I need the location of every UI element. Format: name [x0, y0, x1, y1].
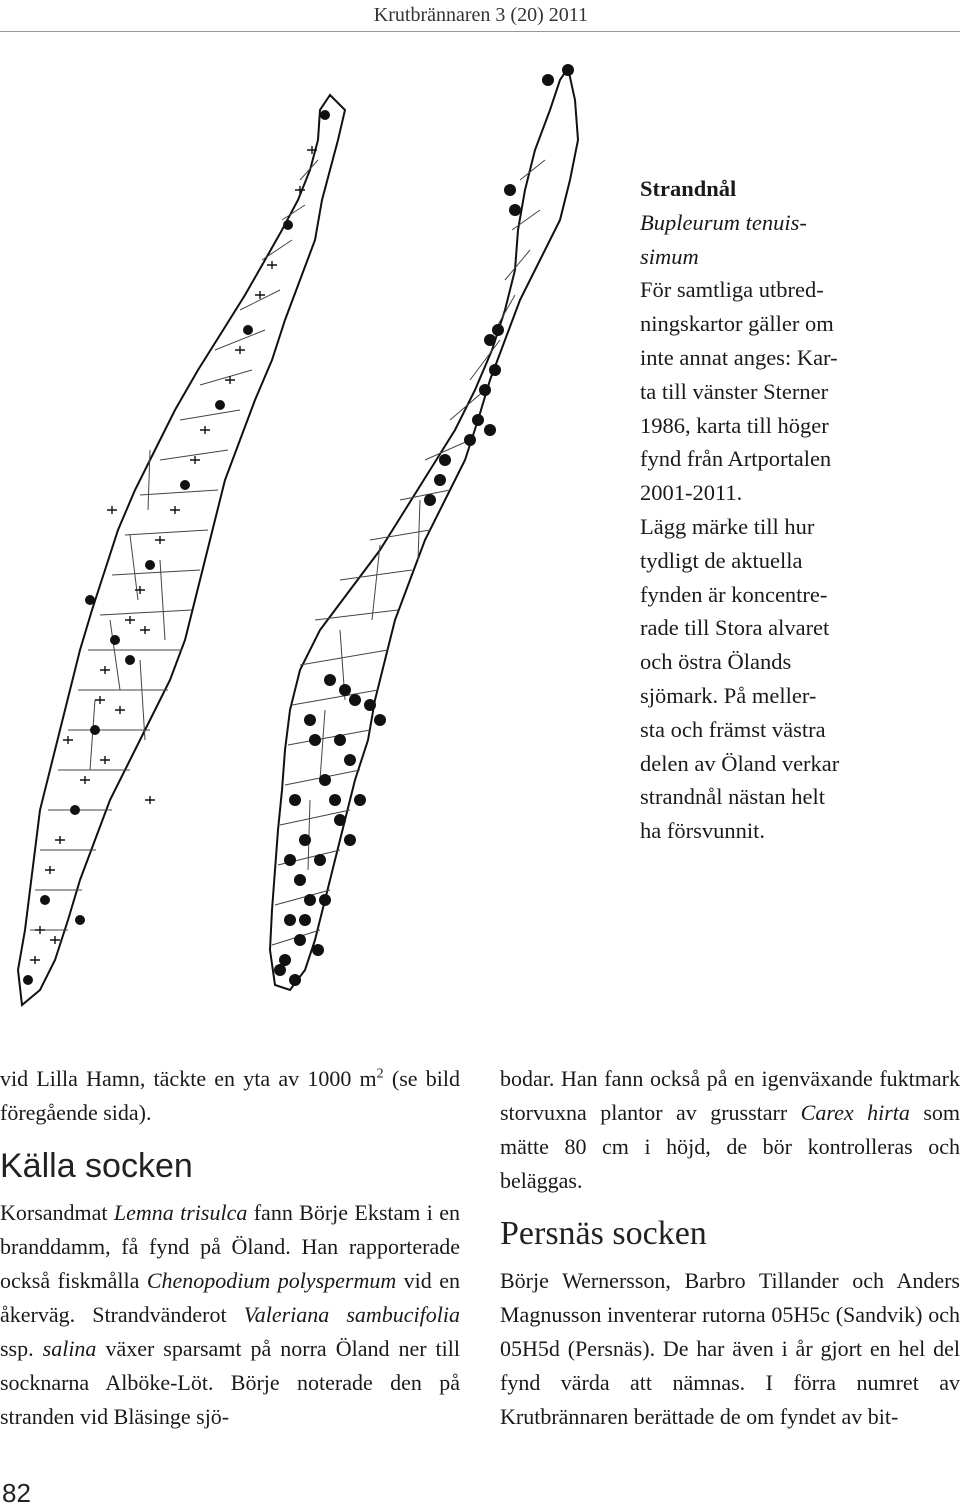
text: ssp. [0, 1336, 43, 1361]
record-dot [504, 184, 516, 196]
record-dot [289, 974, 301, 986]
record-dot [283, 220, 293, 230]
record-dot [284, 854, 296, 866]
running-title: Krutbrännaren 3 (20) 2011 [373, 4, 588, 26]
record-cross [115, 706, 125, 714]
record-cross [190, 456, 200, 464]
caption-line: 1986, karta till höger [640, 412, 829, 438]
section-heading-persnas: Persnäs socken [500, 1215, 707, 1252]
record-dot [289, 794, 301, 806]
caption-line: fynd från Artportalen [640, 446, 832, 472]
record-cross [35, 926, 45, 934]
record-dot [492, 324, 504, 336]
caption-line: Lägg märke till hur [640, 513, 815, 539]
right-map [270, 68, 578, 990]
record-dot [329, 794, 341, 806]
record-dot [489, 364, 501, 376]
record-cross [267, 261, 277, 269]
caption-line: strandnål nästan helt [640, 784, 825, 810]
record-dot [90, 725, 100, 735]
record-dot [439, 454, 451, 466]
record-cross [30, 956, 40, 964]
record-cross [235, 346, 245, 354]
record-dot [299, 834, 311, 846]
right-column [500, 1062, 960, 1434]
record-cross [107, 506, 117, 514]
record-cross [50, 936, 60, 944]
record-dot [509, 204, 521, 216]
record-dot [484, 424, 496, 436]
distribution-maps [0, 40, 640, 1030]
left-map-outline [18, 95, 345, 1005]
page-number: 82 [2, 1478, 31, 1508]
record-dot [334, 734, 346, 746]
record-dot [334, 814, 346, 826]
record-dot [344, 754, 356, 766]
record-dot [294, 934, 306, 946]
record-dot [472, 414, 484, 426]
record-cross [45, 866, 55, 874]
latin-name: salina [42, 1336, 97, 1361]
record-cross [100, 756, 110, 764]
record-dot [542, 74, 554, 86]
record-dot [40, 895, 50, 905]
section-heading-kalla: Källa socken [0, 1147, 193, 1185]
caption-body [640, 273, 940, 848]
record-dot [562, 64, 574, 76]
record-dot [464, 434, 476, 446]
record-cross [125, 616, 135, 624]
record-dot [70, 805, 80, 815]
record-cross [155, 536, 165, 544]
record-cross [100, 666, 110, 674]
record-dot [75, 915, 85, 925]
record-dot [125, 655, 135, 665]
caption-line: delen av Öland verkar [640, 750, 840, 776]
record-dot [23, 975, 33, 985]
record-dot [319, 894, 331, 906]
maps-svg [0, 40, 640, 1030]
caption-line: ha försvunnit. [640, 818, 765, 844]
left-map [18, 95, 345, 1005]
latin-name: Valeriana sambucifolia [243, 1302, 461, 1327]
record-cross [140, 626, 150, 634]
right-map-outline [270, 68, 578, 990]
caption-line: tydligt de aktuella [640, 547, 803, 573]
caption-line: sjömark. På meller- [640, 682, 817, 708]
superscript: 2 [376, 1066, 384, 1082]
record-cross [200, 426, 210, 434]
record-dot [319, 774, 331, 786]
record-cross [55, 836, 65, 844]
record-cross [80, 776, 90, 784]
record-dot [215, 400, 225, 410]
intro-text-b: (se bild föregående sida). [0, 1066, 460, 1125]
text: bodar. Han fann också på en igenväxande fuktmark storvuxna plantor av grusstarr [500, 1066, 960, 1125]
latin-name: Carex hirta [800, 1100, 910, 1125]
caption-line: rade till Stora alvaret [640, 615, 830, 641]
text: som mätte 80 cm i höjd, de bör kontrolleras och beläggas. [500, 1100, 960, 1193]
caption-line: ta till vänster Sterner [640, 378, 829, 404]
persnas-paragraph: Börje Wernersson, Barbro Tillander och Anders Magnusson inventerar rutorna 05H5c (Sandvik) och 05H5d (Persnäs). De har även i år gjort en hel del fynd värda att nämnas. I förra numret av Krutbrännaren berättade de om fyndet av bit- [500, 1268, 960, 1429]
record-dot [274, 964, 286, 976]
record-dot [299, 914, 311, 926]
record-dot [424, 494, 436, 506]
figure-caption [640, 172, 940, 848]
intro-paragraph [0, 1062, 460, 1130]
record-dot [344, 834, 356, 846]
record-dot [284, 914, 296, 926]
record-dot [354, 794, 366, 806]
record-dot [314, 854, 326, 866]
record-dot [324, 674, 336, 686]
latin-name: Chenopodium polyspermum [146, 1268, 397, 1293]
left-map-records [23, 110, 330, 985]
caption-line: inte annat anges: Kar- [640, 344, 838, 370]
left-column [0, 1062, 460, 1434]
caption-line: För samtliga utbred- [640, 277, 824, 303]
text: fann Börje Ekstam i en branddamm, få fynd på Öland. Han rapporterade också fiskmålla [0, 1200, 460, 1293]
continuation-paragraph [500, 1062, 960, 1198]
right-map-parishes [272, 160, 545, 945]
caption-latin-2: simum [640, 243, 699, 269]
record-dot [434, 474, 446, 486]
caption-line: och östra Ölands [640, 649, 792, 675]
caption-line: sta och främst västra [640, 716, 826, 742]
caption-title: Strandnål [640, 176, 737, 201]
record-dot [110, 635, 120, 645]
caption-line: 2001-2011. [640, 480, 743, 506]
text: vid en åkerväg. Strandvänderot [0, 1268, 460, 1327]
caption-line: fynden är koncentre- [640, 581, 828, 607]
record-dot [339, 684, 351, 696]
record-dot [304, 894, 316, 906]
right-map-records [274, 64, 574, 986]
record-dot [364, 699, 376, 711]
caption-latin-1: Bupleurum tenuis- [640, 209, 807, 235]
record-dot [320, 110, 330, 120]
header-rule [0, 31, 960, 32]
kalla-paragraph [0, 1196, 460, 1434]
text: Korsandmat [0, 1200, 114, 1225]
record-dot [85, 595, 95, 605]
record-dot [145, 560, 155, 570]
record-dot [243, 325, 253, 335]
running-header [0, 0, 960, 34]
latin-name: Lemna trisulca [113, 1200, 248, 1225]
text: växer sparsamt på norra Öland ner till socknarna Alböke-Löt. Börje noterade den på stranden vid Bläsinge sjö- [0, 1336, 461, 1429]
record-cross [145, 796, 155, 804]
record-dot [294, 874, 306, 886]
record-dot [180, 480, 190, 490]
record-dot [484, 334, 496, 346]
record-cross [95, 696, 105, 704]
record-cross [170, 506, 180, 514]
record-dot [479, 384, 491, 396]
record-dot [374, 714, 386, 726]
record-dot [312, 944, 324, 956]
caption-line: ningskartor gäller om [640, 311, 834, 337]
record-dot [309, 734, 321, 746]
intro-text-a: vid Lilla Hamn, täckte en yta av 1000 m [0, 1066, 377, 1091]
record-cross [63, 736, 73, 744]
record-dot [304, 714, 316, 726]
record-dot [349, 694, 361, 706]
